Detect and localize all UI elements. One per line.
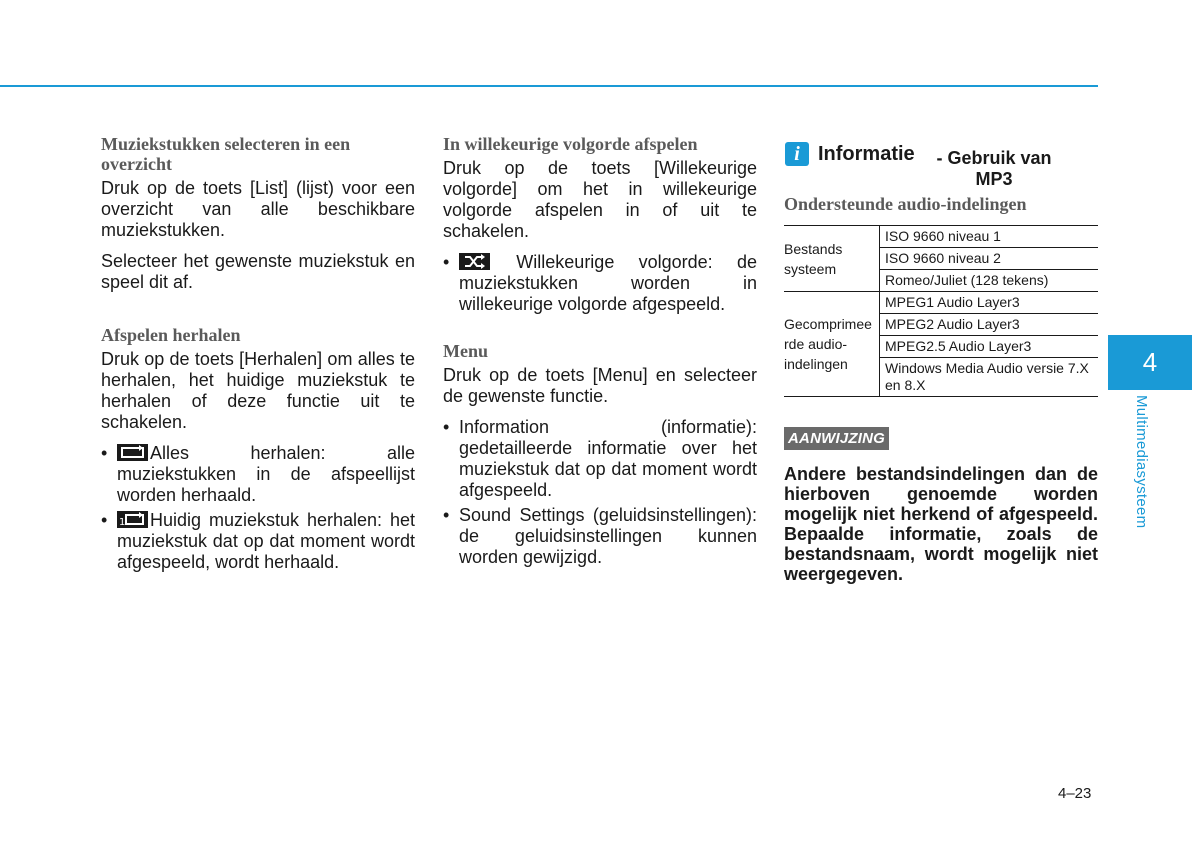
page-number: 4–23 (1058, 785, 1092, 802)
shuffle-icon (459, 253, 490, 270)
chapter-name: Multimediasysteem (1133, 395, 1150, 529)
heading-repeat: Afspelen herhalen (101, 325, 241, 345)
repeat-one-icon (117, 511, 148, 528)
top-rule (0, 85, 1098, 87)
format-table (784, 225, 1098, 397)
info-subtitle: - Gebruik van MP3 (936, 148, 1052, 189)
table-category: Bestands systeem (784, 226, 880, 292)
chapter-number-tab: 4 (1108, 335, 1192, 390)
paragraph-shuffle: Druk op de toets [Willekeurige volgorde] om het in willekeurige volgorde afspelen in of uit te schakelen. (443, 158, 757, 241)
heading-menu: Menu (443, 341, 488, 361)
column-1 (101, 134, 415, 577)
table-cell: Romeo/Juliet (128 tekens) (880, 270, 1099, 292)
info-label: Informatie (818, 143, 915, 165)
table-cell: MPEG1 Audio Layer3 (880, 292, 1099, 314)
column-2 (443, 134, 757, 572)
paragraph-menu: Druk op de toets [Menu] en selecteer de gewenste functie. (443, 365, 757, 406)
paragraph-list: Druk op de toets [List] (lijst) voor een overzicht van alle beschikbare muziekstukken. (101, 178, 415, 240)
heading-audio-formats: Ondersteunde audio-indelingen (784, 194, 1027, 214)
table-cell: ISO 9660 niveau 2 (880, 248, 1099, 270)
list-item: • Sound Settings (geluidsinstellingen): de geluidsinstellingen kunnen worden gewijzigd. (443, 505, 757, 567)
column-3 (784, 134, 1098, 584)
table-cell: MPEG2.5 Audio Layer3 (880, 336, 1099, 358)
table-cell: ISO 9660 niveau 1 (880, 226, 1099, 248)
list-item: • Information (informatie): gedetailleerde informatie over het muziekstuk dat op dat moment wordt afgespeeld. (443, 417, 757, 500)
svg-text:1: 1 (119, 517, 126, 528)
note-label: AANWIJZING (784, 427, 889, 450)
list-item: • Willekeurige volgorde: de muziekstukken worden in willekeurige volgorde afgespeeld. (443, 252, 757, 314)
repeat-all-icon (117, 444, 148, 461)
paragraph-repeat: Druk op de toets [Herhalen] om alles te herhalen, het huidige muziekstuk te herhalen of deze functie uit te schakelen. (101, 349, 415, 432)
heading-shuffle: In willekeurige volgorde afspelen (443, 134, 698, 154)
shuffle-list (443, 252, 757, 315)
table-cell: Windows Media Audio versie 7.X en 8.X (880, 358, 1099, 397)
paragraph-select: Selecteer het gewenste muziekstuk en speel dit af. (101, 251, 415, 292)
list-item: • 1 Huidig muziekstuk herhalen: het muziekstuk dat op dat moment wordt afgespeeld, wordt herhaald. (101, 510, 415, 572)
list-item: • Alles herhalen: alle muziekstukken in de afspeellijst worden herhaald. (101, 443, 415, 505)
table-cell: MPEG2 Audio Layer3 (880, 314, 1099, 336)
table-row (784, 226, 1098, 248)
table-category: Gecomprimee rde audio-indelingen (784, 292, 880, 397)
info-icon: i (785, 142, 809, 166)
note-text: Andere bestandsindelingen dan de hierboven genoemde worden mogelijk niet herkend of afgespeeld. Bepaalde informatie, zoals de bestandsnaam, wordt mogelijk niet weergegeven. (784, 464, 1098, 584)
heading-select-tracks: Muziekstukken selecteren in een overzicht (101, 134, 351, 174)
info-box-title (784, 134, 1098, 189)
menu-list (443, 417, 757, 568)
table-row (784, 292, 1098, 314)
repeat-list (101, 443, 415, 573)
